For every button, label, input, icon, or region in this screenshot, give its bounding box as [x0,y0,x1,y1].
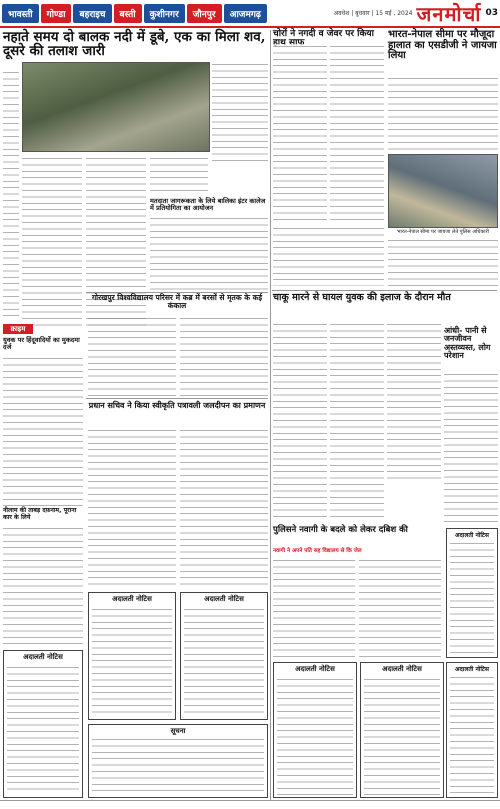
mp-headline: मतदाता जागरूकता के लिये बालिका इंटर कालेज में प्रतियोगिता का आयोजन [150,197,266,212]
gorakhpur-body-1 [88,316,176,396]
rule [86,398,268,399]
tab-shravasti[interactable]: भावस्ती [2,4,39,23]
tab-bahraich[interactable]: बहराइच [73,4,111,23]
lead-body-col2 [212,62,268,162]
notice-title: अदालती नोटिस [204,595,244,603]
tab-kushinagar[interactable]: कुशीनगर [144,4,185,23]
theft-body-2 [330,44,384,222]
police-kicker: नवागी ने अपने पति सह विद्यालय से कि जेल [273,548,362,554]
voter-body-1 [88,428,176,588]
print-registration-bar [0,800,500,809]
gorakhpur-headline: गोरखपुर विश्वविद्यालय परिसर में कब्र में बरसों से मृतक के कई कंकाल [91,293,263,310]
notice-box [273,662,357,798]
column-rule [270,30,271,800]
stab-headline: चाकू मारने से घायल युवक की इलाज के दौरान मौत [273,292,451,303]
gorakhpur-body-2 [180,316,268,396]
lead-photo [22,62,210,152]
theft-body-3 [273,226,384,286]
stab-body-2 [330,322,384,522]
notice-box [446,528,498,658]
storm-headline: आंधी- पानी से जनजीवन अस्तव्यस्त, लोग परेशान [444,325,491,361]
notice-title: अदालती नोटिस [23,653,63,661]
left-body-1 [3,356,83,506]
notice-body [450,541,494,655]
notice-title: अदालती नोटिस [455,666,489,673]
issue-date: अवधेश | बुधवार | 15 मई , 2024 [333,10,413,17]
masthead [334,0,498,26]
masthead-bar [0,0,500,26]
notice-body [277,677,353,795]
police-body-1 [273,558,355,658]
rule [272,290,497,291]
section-tag: क्राइम [3,324,33,334]
left-headline-2: नीलाम की ताबड़ दफ़नाम, पूराना कार के लिये [3,507,77,521]
tab-azamgarh[interactable]: आजमगढ़ [224,4,267,23]
theft-headline: चोरों ने नगदी व जेवर पर किया [273,29,374,39]
stab-body-1 [273,322,327,522]
police-body-2 [359,558,441,658]
suchna-box [88,724,268,798]
suchna-title: सूचना [170,727,186,735]
police-headline: पुलिसने नवागी के बदले को लेकर दबिश की [273,525,408,535]
notice-body [92,607,172,717]
storm-body-1 [444,372,498,522]
notice-box [180,592,268,720]
mp-body [150,216,268,290]
tab-basti[interactable]: बस्ती [114,4,142,23]
page-number: 03 [485,8,498,18]
notice-box [88,592,176,720]
notice-title: अदालती नोटिस [295,665,335,673]
notice-title: अदालती नोटिस [382,665,422,673]
lead-body-col1 [3,70,19,320]
newspaper-logo: जनमोर्चा [416,1,482,26]
notice-title: अदालती नोटिस [455,532,489,539]
tab-gonda[interactable]: गोण्डा [41,4,72,23]
border-body-2 [388,238,498,288]
notice-box [360,662,444,798]
border-body-1 [388,76,498,152]
district-tabs [2,4,267,23]
theft-body-1 [273,44,327,222]
voter-body-2 [180,428,268,588]
lead-body-col5 [150,156,208,196]
notice-body [184,607,264,717]
voter-headline: प्रधान सचिव ने किया स्वीकृति पत्रावली जलदीपन का प्रमाणन [88,400,266,410]
left-headline-1: युवक पर हिंदूवादियों का मुकदमा दर्ज [3,336,80,352]
border-headline: भारत-नेपाल सीमा पर मौजूदा हालात का एसडीजी ने जायजा लिया [388,29,497,61]
lead-headline: नहाते समय दो बालक नदी में डूबे, एक का मिला शव, दूसरे की तलाश जारी [3,29,266,60]
notice-box [3,650,83,798]
notice-title: अदालती नोटिस [112,595,152,603]
header-divider [0,26,500,28]
border-photo-caption: भारत-नेपाल सीमा पर जायजा लेते पुलिस अधिकारी [397,229,489,235]
notice-body [364,677,440,795]
notice-box [446,662,498,798]
stab-body-3 [387,322,441,482]
notice-body [450,675,494,795]
lead-body-col3 [22,156,82,326]
tab-jaunpur[interactable]: जौनपुर [187,4,222,23]
border-photo [388,154,498,228]
suchna-body [92,737,264,795]
left-body-2 [3,526,83,646]
notice-body [7,665,79,795]
